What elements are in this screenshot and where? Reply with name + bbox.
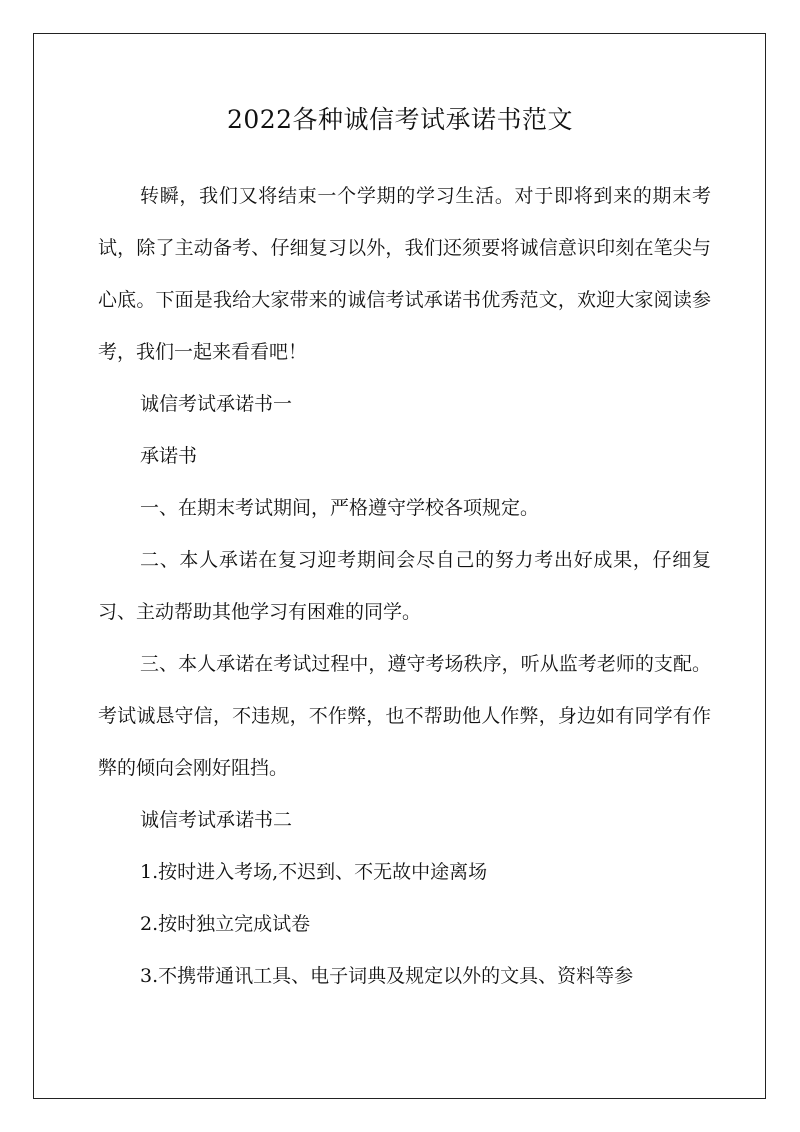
section1-item-1: 一、在期末考试期间，严格遵守学校各项规定。 bbox=[140, 497, 540, 519]
document-title: 2022各种诚信考试承诺书范文 bbox=[226, 105, 574, 134]
section2-item-1: 1.按时进入考场,不迟到、不无故中途离场 bbox=[140, 861, 488, 883]
section2-item-2: 2.按时独立完成试卷 bbox=[140, 913, 311, 935]
section2-item-3: 3.不携带通讯工具、电子词典及规定以外的文具、资料等参 bbox=[140, 965, 634, 987]
section1-item-2: 二、本人承诺在复习迎考期间会尽自己的努力考出好成果，仔细复习、主动帮助其他学习有困难的同学。 bbox=[98, 549, 711, 623]
section2-heading: 诚信考试承诺书二 bbox=[140, 809, 293, 831]
intro-paragraph: 转瞬，我们又将结束一个学期的学习生活。对于即将到来的期末考试，除了主动备考、仔细复习以外，我们还须要将诚信意识印刻在笔尖与心底。下面是我给大家带来的诚信考试承诺书优秀范文，欢迎大家阅读参考，我们一起来看看吧！ bbox=[98, 185, 711, 363]
section1-subheading: 承诺书 bbox=[140, 445, 198, 467]
section1-heading: 诚信考试承诺书一 bbox=[140, 393, 293, 415]
document-body bbox=[98, 170, 711, 1002]
section1-item-3: 三、本人承诺在考试过程中，遵守考场秩序，听从监考老师的支配。考试诚恳守信，不违规，不作弊，也不帮助他人作弊，身边如有同学有作弊的倾向会刚好阻挡。 bbox=[98, 653, 711, 779]
